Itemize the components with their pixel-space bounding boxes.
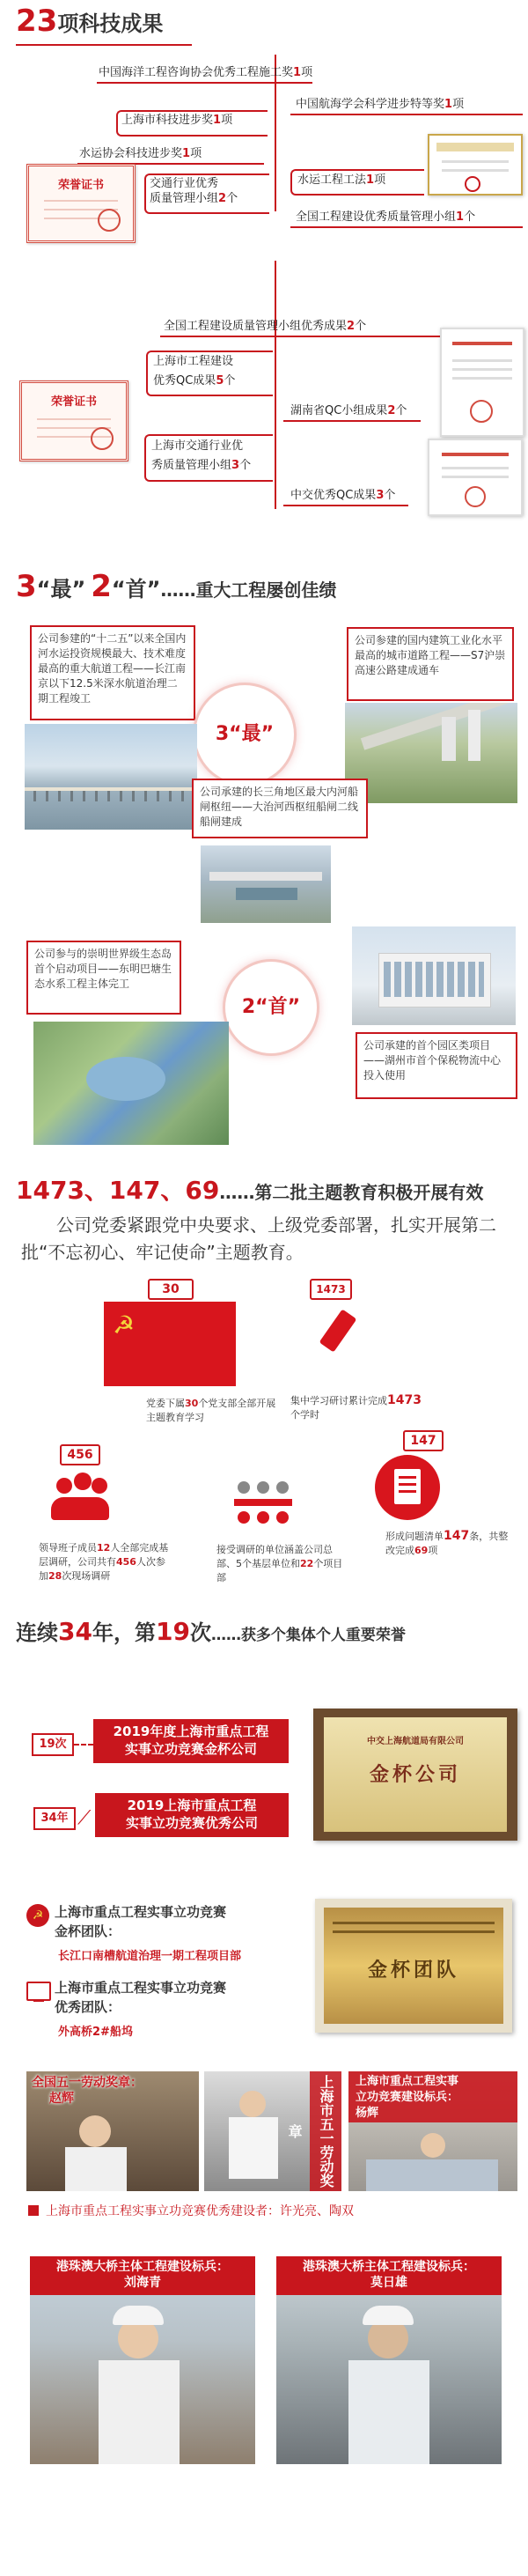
certificate-image (440, 328, 524, 437)
certificate-image: 荣誉证书 (26, 164, 136, 243)
bullet-square-icon (28, 2205, 39, 2216)
certificate-image (428, 134, 523, 196)
stat-caption-4: 接受调研的单位涵盖公司总部、5个基层单位和22个项目部 (216, 1544, 343, 1583)
award-item: 中国海洋工程咨询协会优秀工程施工奖1项 (99, 66, 313, 79)
award-item: 上海市交通行业优 秀质量管理小组3个 (151, 439, 252, 472)
section1-underline (16, 44, 192, 46)
checklist-icon (375, 1455, 440, 1520)
info-box-2: 公司参建的国内建筑工业化水平最高的城市道路工程——S7沪崇高速公路建成通车 (347, 627, 514, 701)
section3-intro: 公司党委紧跟党中央要求、上级党委部署，扎实开展第二批“不忘初心、牢记使命”主题教育。 (21, 1214, 496, 1263)
plaque-golden-cup-company: 中交上海航道局有限公司 金杯公司 (313, 1709, 517, 1841)
award-item: 中国航海学会科学进步特等奖1项 (296, 98, 465, 111)
info-box-5: 公司承建的首个园区类项目——湖州市首个保税物流中心投入使用 (356, 1032, 517, 1099)
award-item: 全国工程建设质量管理小组优秀成果2个 (164, 320, 367, 333)
stat-badge-456: 456 (60, 1444, 100, 1465)
stat-caption-2: 集中学习研讨累计完成1473个学时 (290, 1393, 422, 1421)
photo-ecology (33, 1022, 229, 1145)
section3-title: 1473、147、69……第二批主题教育积极开展有效 (16, 1176, 484, 1205)
info-box-4: 公司参与的崇明世界级生态岛首个启动项目——东明巴塘生态水系工程主体完工 (26, 941, 181, 1015)
award-item: 水运工程工法1项 (297, 173, 386, 187)
person2-vertical-caption: 上海市五一劳动奖章 (310, 2071, 341, 2191)
photo-building (352, 926, 516, 1025)
circle-3-zui: 3“最” (195, 685, 294, 784)
stat-caption-1: 党委下属30个党支部全部开展主题教育学习 (146, 1398, 276, 1423)
section2-title: 3“最” 2“首”……重大工程屡创佳绩 (16, 569, 337, 604)
party-flag (104, 1302, 236, 1386)
person1-caption: 全国五一劳动奖章： 赵辉 (32, 2076, 143, 2106)
builders-line: 上海市重点工程实事立功竞赛优秀建设者：许光亮、陶双 (46, 2204, 354, 2218)
award-item: 湖南省QC小组成果2个 (290, 404, 407, 417)
hk1-caption: 港珠澳大桥主体工程建设标兵： 刘海青 (30, 2256, 255, 2295)
plaque-golden-cup-team: 金杯团队 (315, 1899, 512, 2033)
photo-highway (345, 703, 517, 803)
team2-name: 外高桥2#船坞 (58, 2026, 133, 2039)
meeting-icon (225, 1476, 301, 1539)
hk2-caption: 港珠澳大桥主体工程建设标兵： 莫日雄 (276, 2256, 502, 2295)
info-box-1: 公司参建的“十二五”以来全国内河水运投资规模最大、技术难度最高的重大航道工程——长江南京以下12.5米深水航道治理二期工程竣工 (30, 625, 195, 720)
tag-34-years: 34年 (33, 1807, 76, 1830)
person3-caption: 上海市重点工程实事 立功竞赛建设标兵： 杨辉 (348, 2071, 517, 2122)
info-box-3: 公司承建的长三角地区最大内河船闸枢纽——大治河西枢纽船闸二线船闸建成 (192, 779, 368, 838)
stat-caption-5: 形成问题清单147条，共整改完成69项 (385, 1529, 509, 1556)
award-item: 全国工程建设优秀质量管理小组1个 (296, 210, 476, 224)
party-emblem-icon: ☭ (113, 1310, 136, 1340)
connector-line (275, 261, 276, 509)
award-item: 上海市工程建设 优秀QC成果5个 (153, 355, 236, 388)
award-item: 交通行业优秀 质量管理小组2个 (150, 177, 238, 205)
monitor-icon (26, 1982, 51, 2001)
certificate-image (428, 439, 523, 516)
tag-19-times: 19次 (32, 1733, 74, 1756)
award-item: 中交优秀QC成果3个 (290, 489, 396, 502)
photo-shiplock (201, 845, 331, 923)
stat-badge-30: 30 (148, 1279, 194, 1300)
trend-icon: ⟋ (77, 1807, 92, 1829)
highlighter-icon (317, 1305, 370, 1358)
party-emblem-icon: ☭ (26, 1904, 49, 1927)
award-banner-2: 2019上海市重点工程 实事立功竞赛优秀公司 (95, 1793, 289, 1837)
award-banner-1: 2019年度上海市重点工程 实事立功竞赛金杯公司 (93, 1719, 289, 1763)
section4-title: 连续34年，第19次……获多个集体个人重要荣誉 (16, 1617, 406, 1646)
team1-label: 上海市重点工程实事立功竞赛 金杯团队： (55, 1904, 227, 1939)
section1-title-text: 项科技成果 (57, 11, 164, 36)
team2-label: 上海市重点工程实事立功竞赛 优秀团队： (55, 1980, 227, 2015)
stat-caption-3: 领导班子成员12人全部完成基层调研，公司共有456人次参加28次现场调研 (39, 1542, 169, 1582)
certificate-image: 荣誉证书 (19, 380, 128, 461)
people-icon (49, 1473, 111, 1527)
award-item: 上海市科技进步奖1项 (121, 114, 233, 127)
team1-name: 长江口南槽航道治理一期工程项目部 (58, 1950, 242, 1963)
section1-title (16, 4, 163, 39)
stat-badge-147: 147 (403, 1430, 444, 1451)
stat-badge-1473: 1473 (310, 1279, 352, 1300)
circle-2-shou: 2“首” (225, 962, 317, 1053)
award-item: 水运协会科技进步奖1项 (79, 147, 202, 160)
photo-waterway (25, 724, 197, 830)
section1-title-num: 23 (16, 4, 58, 39)
